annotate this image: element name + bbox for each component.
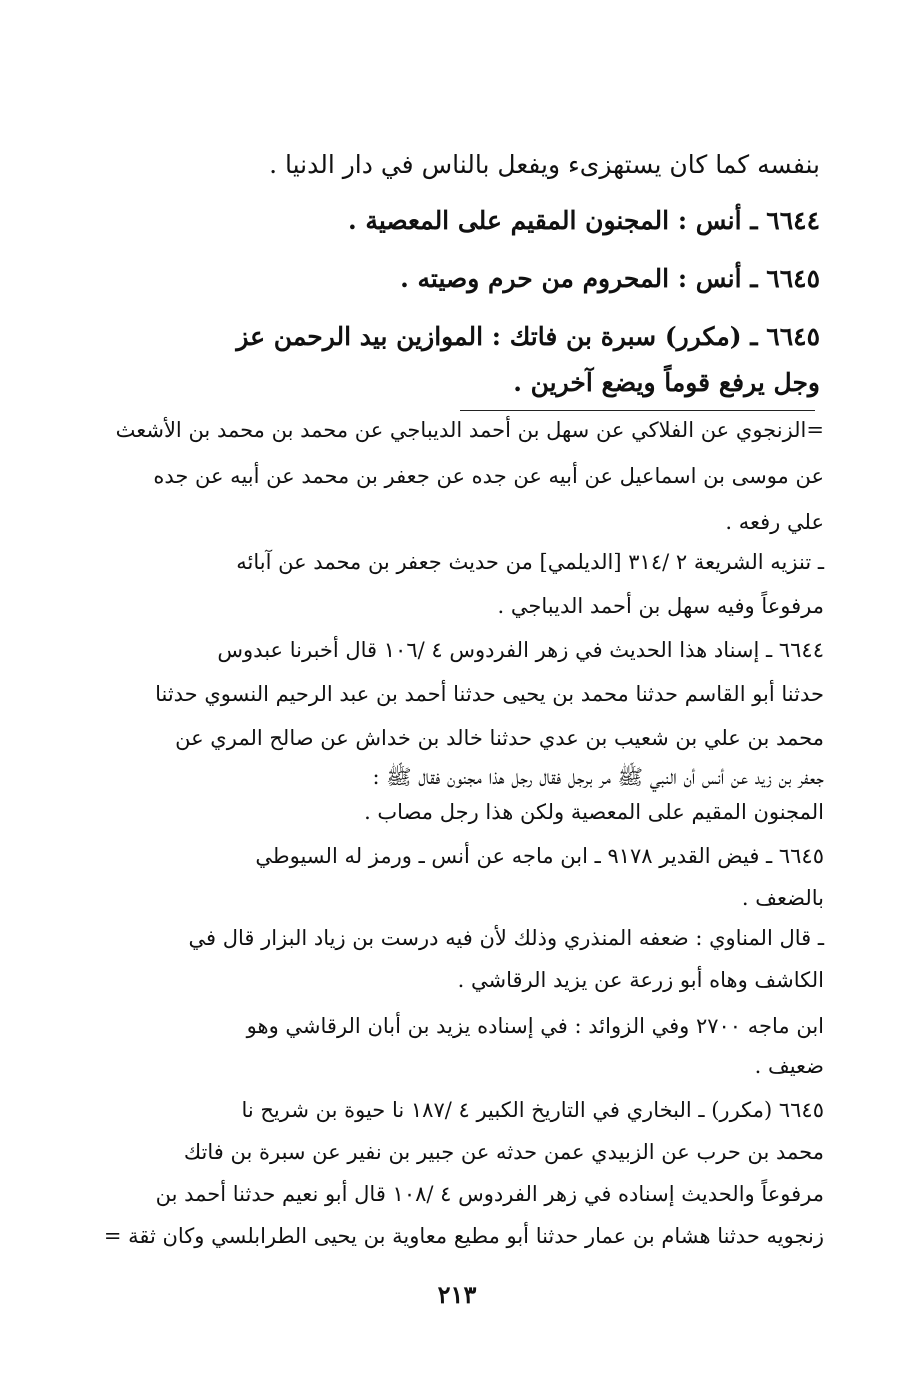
footnote-line: علي رفعه . [725, 510, 824, 534]
entry-6645-repeat [236, 322, 820, 351]
footnote-line: ابن ماجه ٢٧٠٠ وفي الزوائد : في إسناده يزيد بن أبان الرقاشي وهو [246, 1014, 824, 1038]
footnote-line: ـ تنزيه الشريعة ٢ /٣١٤ [الديلمي] من حديث جعفر بن محمد عن آبائه [236, 550, 824, 574]
footnote-divider [460, 410, 815, 411]
footnote-line: ٦٦٤٥ ـ فيض القدير ٩١٧٨ ـ ابن ماجه عن أنس ـ ورمز له السيوطي [255, 844, 824, 868]
footnote-line: بالضعف . [741, 886, 824, 910]
footnote-line: محمد بن حرب عن الزبيدي عمن حدثه عن جبير بن نفير عن سبرة بن فاتك [183, 1140, 824, 1164]
footnote-line: الكاشف وهاه أبو زرعة عن يزيد الرقاشي . [457, 968, 824, 992]
footnote-line: زنجويه حدثنا هشام بن عمار حدثنا أبو مطيع معاوية بن يحيى الطرابلسي وكان ثقة = [103, 1224, 824, 1248]
footnote-line: مرفوعاً وفيه سهل بن أحمد الديباجي . [497, 594, 824, 618]
page-number: ٢١٣ [437, 1280, 477, 1309]
intro-line: بنفسه كما كان يستهزىء ويفعل بالناس في دار الدنيا . [269, 150, 820, 179]
entry-number: ٦٦٤٥ ـ (مكرر) [664, 322, 820, 351]
footnote-line: المجنون المقيم على المعصية ولكن هذا رجل مصاب . [364, 800, 824, 824]
footnote-line: ضعيف . [754, 1054, 824, 1078]
footnote-line: حدثنا أبو القاسم حدثنا محمد بن يحيى حدثنا أحمد بن عبد الرحيم النسوي حدثنا [155, 682, 824, 706]
entry-continuation: وجل يرفع قوماً ويضع آخرين . [513, 368, 820, 397]
entry-narrator: أنس : [677, 264, 742, 293]
entry-text: المجنون المقيم على المعصية . [348, 206, 670, 235]
footnote-line: جعفر بن زيد عن أنس أن النبي ﷺ مر برجل فقال رجل هذا مجنون فقال ﷺ : [372, 765, 824, 789]
footnote-line: =الزنجوي عن الفلاكي عن سهل بن أحمد الديباجي عن محمد بن محمد بن الأشعث [115, 418, 824, 442]
footnote-line: مرفوعاً والحديث إسناده في زهر الفردوس ٤ /١٠٨ قال أبو نعيم حدثنا أحمد بن [155, 1182, 824, 1206]
entry-6645 [400, 264, 820, 293]
entry-text: الموازين بيد الرحمن عز [236, 322, 484, 351]
entry-text: المحروم من حرم وصيته . [400, 264, 670, 293]
footnote-line: ـ قال المناوي : ضعفه المنذري وذلك لأن فيه درست بن زياد البزار قال في [188, 926, 824, 950]
entry-narrator: أنس : [677, 206, 742, 235]
entry-narrator: سبرة بن فاتك : [491, 322, 657, 351]
entry-number: ٦٦٤٥ ـ [750, 264, 820, 293]
footnote-line: ٦٦٤٥ (مكرر) ـ البخاري في التاريخ الكبير ٤ /١٨٧ نا حيوة بن شريح نا [241, 1098, 824, 1122]
entry-6644 [348, 206, 820, 235]
footnote-line: محمد بن علي بن شعيب بن عدي حدثنا خالد بن خداش عن صالح المري عن [175, 726, 824, 750]
footnote-line: ٦٦٤٤ ـ إسناد هذا الحديث في زهر الفردوس ٤ /١٠٦ قال أخبرنا عبدوس [217, 638, 824, 662]
footnote-line: عن موسى بن اسماعيل عن أبيه عن جده عن جعفر بن محمد عن أبيه عن جده [153, 464, 824, 488]
entry-number: ٦٦٤٤ ـ [750, 206, 820, 235]
